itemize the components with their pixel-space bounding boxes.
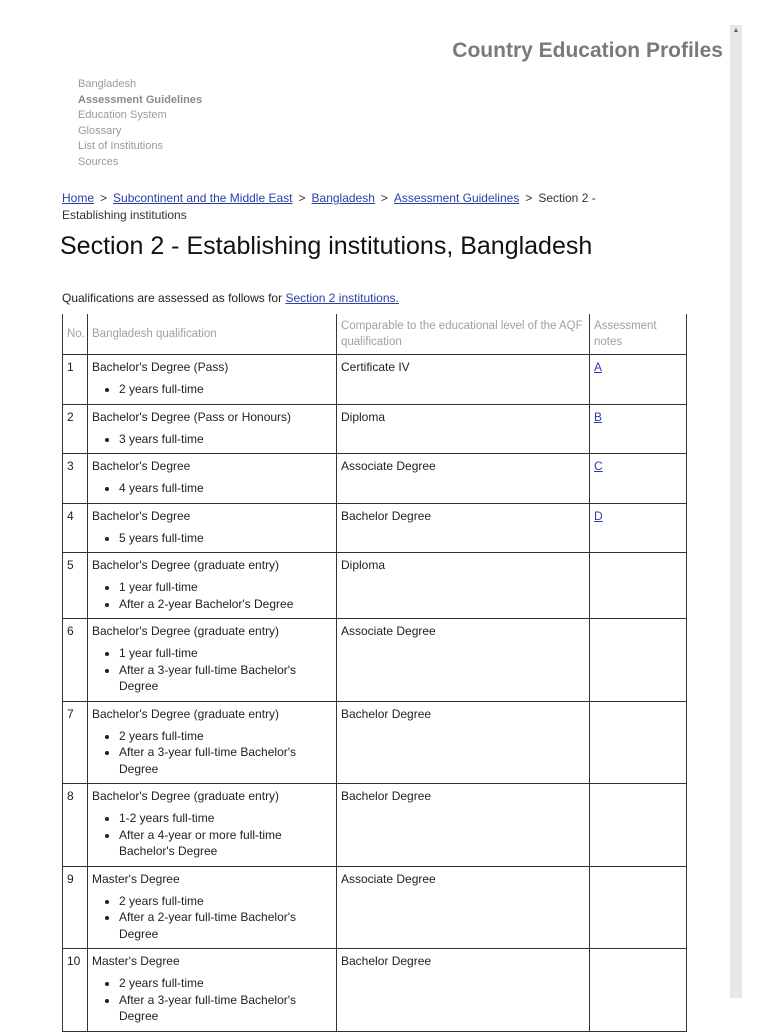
detail-item: • 1 year full-time [119,579,332,596]
assessment-note-link[interactable]: D [594,508,603,523]
row-number: 8 [63,784,88,867]
table-row [63,553,687,619]
qualification-details [92,381,332,398]
assessment-note-cell [590,503,687,553]
qualification-details [92,893,332,943]
comparable-level: Diploma [337,404,590,454]
subnav-item[interactable]: List of Institutions [78,140,163,152]
detail-item: • 3 years full-time [119,431,332,448]
comparable-level: Associate Degree [337,619,590,702]
subnav-item[interactable]: Education System [78,109,167,121]
breadcrumb-separator: > [100,191,108,205]
qualification-cell [88,949,337,1032]
qualification-details [92,645,332,695]
breadcrumb-link[interactable]: Bangladesh [311,191,375,205]
qualification-details [92,480,332,497]
detail-item: • After a 3-year full-time Bachelor's Degree [119,992,332,1025]
qualification-cell [88,619,337,702]
row-number: 6 [63,619,88,702]
header-notes: Assessment notes [590,314,687,355]
breadcrumb-link[interactable]: Subcontinent and the Middle East [113,191,293,205]
table-row [63,949,687,1032]
intro-label: Qualifications are assessed as follows for [62,291,286,305]
header-no: No. [63,314,88,355]
table-row [63,784,687,867]
comparable-level: Bachelor Degree [337,949,590,1032]
row-number: 9 [63,866,88,949]
qualification-details [92,431,332,448]
section-2-institutions-link[interactable]: Section 2 institutions. [285,291,399,305]
breadcrumb [62,190,662,224]
qualification-name: Master's Degree [92,871,180,886]
row-number: 4 [63,503,88,553]
qualification-details [92,530,332,547]
comparable-level: Certificate IV [337,355,590,405]
detail-item: • After a 2-year full-time Bachelor's Degree [119,909,332,942]
table-row [63,619,687,702]
qualification-details [92,579,332,612]
qualification-cell [88,701,337,784]
breadcrumb-separator: > [380,191,388,205]
row-number: 5 [63,553,88,619]
detail-item: • After a 3-year full-time Bachelor's Degree [119,662,332,695]
subnav-item[interactable]: Bangladesh [78,78,137,90]
row-number: 7 [63,701,88,784]
assessment-note-cell [590,619,687,702]
assessment-note-link[interactable]: C [594,459,603,473]
qualification-name: Bachelor's Degree (graduate entry) [92,624,280,638]
scroll-up-arrow-icon[interactable]: ▲ [732,27,740,34]
comparable-level: Bachelor Degree [337,701,590,784]
page-title: Section 2 - Establishing institutions, Bangladesh [60,232,593,260]
qualification-details [92,728,332,778]
vertical-scrollbar[interactable] [730,25,742,998]
assessment-note-cell [590,553,687,619]
assessment-note-link[interactable]: A [594,360,603,374]
breadcrumb-separator: > [298,191,306,205]
table-header-row [63,314,687,355]
detail-item: • 1 year full-time [119,645,332,662]
assessment-note-cell [590,355,687,405]
detail-item: • 5 years full-time [119,530,332,547]
comparable-level: Bachelor Degree [337,784,590,867]
qualification-cell [88,404,337,454]
subnav-item[interactable]: Assessment Guidelines [78,93,203,106]
qualification-cell [88,503,337,553]
breadcrumb-current: Section 2 - Establishing institutions [62,191,596,222]
qualification-cell [88,784,337,867]
table-row [63,355,687,405]
qualification-cell [88,866,337,949]
assessment-note-cell [590,866,687,949]
qualification-details [92,975,332,1025]
table-row [63,503,687,553]
row-number: 10 [63,949,88,1032]
intro-text [62,291,399,305]
qualification-name: Bachelor's Degree (graduate entry) [92,706,280,721]
assessment-note-cell [590,701,687,784]
detail-item: • 2 years full-time [119,893,332,910]
qualification-cell [88,355,337,405]
detail-item: • After a 2-year Bachelor's Degree [119,596,332,613]
assessment-note-cell [590,784,687,867]
qualifications-table [62,314,687,1032]
detail-item: • 2 years full-time [119,975,332,992]
table-row [63,866,687,949]
qualification-name: Bachelor's Degree (graduate entry) [92,558,280,572]
qualification-name: Bachelor's Degree (Pass) [92,360,229,374]
detail-item: • After a 3-year full-time Bachelor's Degree [119,744,332,777]
subnav-item[interactable]: Sources [78,155,119,168]
row-number: 3 [63,454,88,504]
comparable-level: Associate Degree [337,866,590,949]
assessment-note-link[interactable]: B [594,409,603,424]
breadcrumb-link[interactable]: Home [62,191,95,205]
row-number: 2 [63,404,88,454]
table-row [63,454,687,504]
breadcrumb-link[interactable]: Assessment Guidelines [393,191,520,205]
qualification-name: Bachelor's Degree (Pass or Honours) [92,409,292,424]
table-row [63,701,687,784]
subnav-item[interactable]: Glossary [78,124,122,137]
site-title: Country Education Profiles [452,39,723,62]
detail-item: • After a 4-year or more full-time Bachelor's Degree [119,827,332,860]
detail-item: • 2 years full-time [119,728,332,745]
comparable-level: Associate Degree [337,454,590,504]
header-qualification: Bangladesh qualification [88,314,337,355]
qualification-name: Bachelor's Degree [92,508,191,523]
header-comparable: Comparable to the educational level of the AQF qualification [337,314,590,355]
qualification-name: Bachelor's Degree (graduate entry) [92,789,280,803]
section-subnav [78,77,202,170]
row-number: 1 [63,355,88,405]
qualification-name: Master's Degree [92,954,180,968]
qualification-details [92,810,332,860]
table-row [63,404,687,454]
assessment-note-cell [590,949,687,1032]
assessment-note-cell [590,454,687,504]
qualification-cell [88,454,337,504]
qualification-name: Bachelor's Degree [92,459,191,473]
assessment-note-cell [590,404,687,454]
detail-item: • 2 years full-time [119,381,332,398]
breadcrumb-separator: > [525,191,533,205]
detail-item: • 1-2 years full-time [119,810,332,827]
detail-item: • 4 years full-time [119,480,332,497]
comparable-level: Bachelor Degree [337,503,590,553]
comparable-level: Diploma [337,553,590,619]
qualification-cell [88,553,337,619]
